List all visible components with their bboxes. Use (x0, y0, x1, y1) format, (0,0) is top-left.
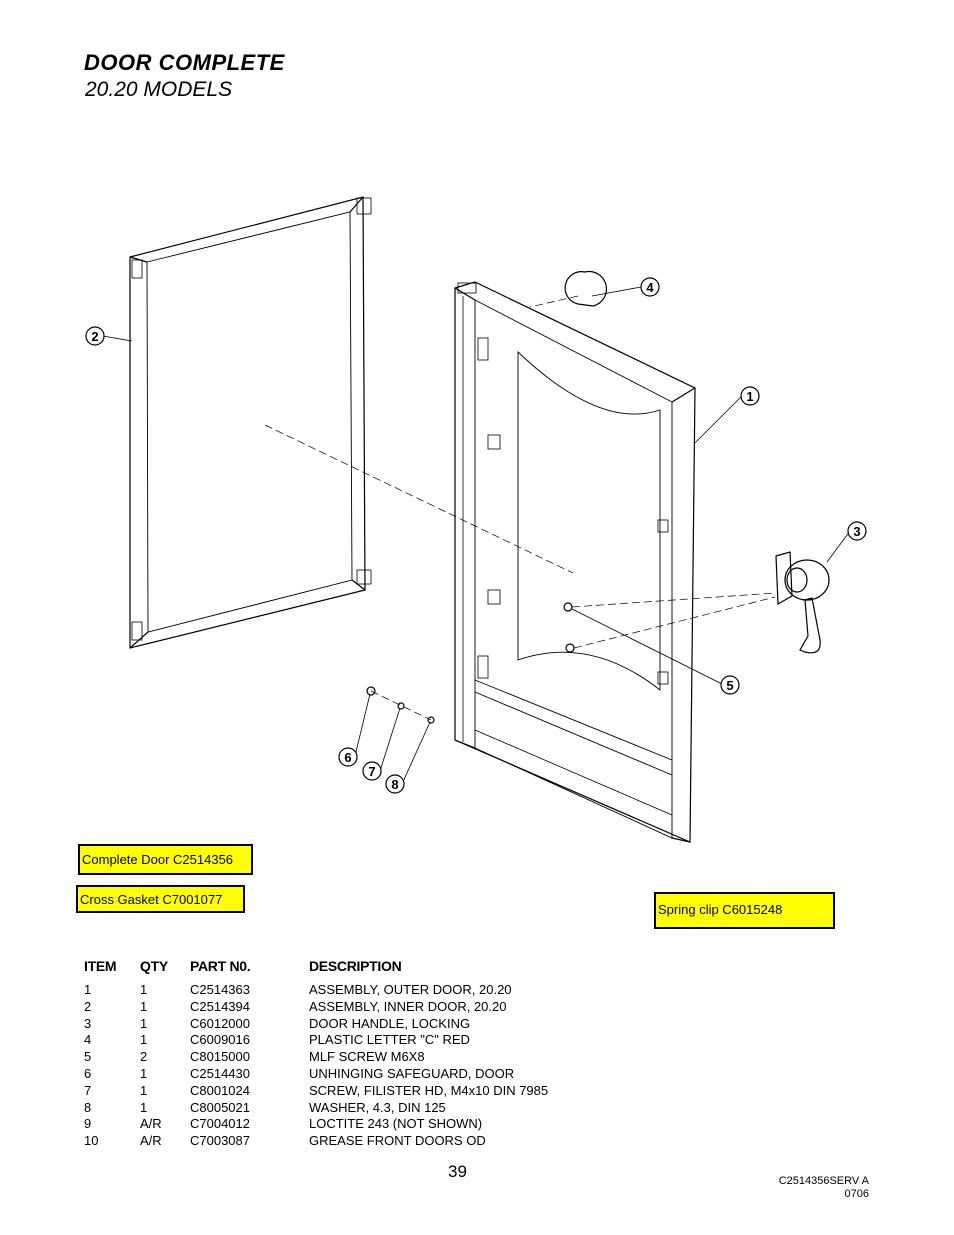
qty-cell: 1 (140, 1015, 148, 1031)
callout-group (86, 278, 866, 793)
description-cell: UNHINGING SAFEGUARD, DOOR (309, 1065, 515, 1081)
svg-text:6: 6 (344, 750, 352, 765)
description-cell: GREASE FRONT DOORS OD (309, 1133, 486, 1149)
assembly-lines (265, 296, 775, 720)
item-cell: 2 (84, 998, 92, 1014)
svg-text:7: 7 (368, 764, 376, 779)
part-no-cell: C7003087 (190, 1133, 250, 1149)
item-cell: 4 (84, 1032, 92, 1048)
description-cell: ASSEMBLY, OUTER DOOR, 20.20 (309, 982, 512, 997)
item-cell: 8 (84, 1099, 92, 1115)
complete-door-note: Complete Door C2514356 (78, 844, 253, 875)
table-row (84, 1032, 569, 1049)
part-no-cell: C6012000 (190, 1015, 250, 1031)
table-row (84, 1083, 569, 1100)
qty-cell: 2 (140, 1049, 148, 1065)
description-cell: DOOR HANDLE, LOCKING (309, 1015, 471, 1031)
qty-cell: 1 (140, 1065, 148, 1081)
qty-cell: 1 (140, 1082, 148, 1098)
qty-cell: 1 (140, 1099, 148, 1115)
cross-gasket-note: Cross Gasket C7001077 (76, 885, 245, 913)
parts-table (84, 958, 569, 1150)
callout-4 (641, 278, 659, 296)
page-number: 39 (448, 1162, 467, 1181)
page-subtitle: 20.20 MODELS (85, 78, 233, 101)
description-cell: ASSEMBLY, INNER DOOR, 20.20 (309, 998, 507, 1014)
description-cell: SCREW, FILISTER HD, M4x10 DIN 7985 (309, 1082, 549, 1098)
screw-lower-drawing (566, 644, 574, 652)
table-row (84, 1049, 569, 1066)
table-row (84, 982, 569, 999)
qty-cell: 1 (140, 1032, 148, 1048)
screw-upper-drawing (564, 603, 572, 611)
item-cell: 3 (84, 1015, 92, 1031)
part-no-cell: C2514394 (190, 998, 250, 1014)
svg-text:3: 3 (853, 524, 861, 539)
part-no-cell: C6009016 (190, 1032, 250, 1048)
table-row (84, 999, 569, 1016)
spring-clip-note: Spring clip C6015248 (654, 892, 835, 929)
description-cell: LOCTITE 243 (NOT SHOWN) (309, 1116, 483, 1132)
svg-text:4: 4 (646, 280, 654, 295)
part-no-cell: C2514363 (190, 982, 250, 997)
callout-5 (721, 676, 739, 694)
leader-lines (103, 287, 850, 784)
description-cell: WASHER, 4.3, DIN 125 (309, 1099, 446, 1115)
table-row (84, 1100, 569, 1117)
part-no-cell: C2514430 (190, 1065, 250, 1081)
item-cell: 9 (84, 1116, 92, 1132)
callout-6 (339, 748, 357, 766)
part-no-cell: C8005021 (190, 1099, 250, 1115)
parts-table-header (84, 958, 569, 982)
header-item: ITEM (84, 958, 117, 974)
inner-door-drawing (130, 197, 371, 648)
qty-cell: A/R (140, 1116, 162, 1132)
part-no-cell: C8015000 (190, 1049, 250, 1065)
letter-c-drawing (565, 272, 606, 306)
item-cell: 1 (84, 982, 92, 997)
callout-8 (386, 775, 404, 793)
item-cell: 5 (84, 1049, 92, 1065)
document-code (779, 1175, 869, 1201)
qty-cell: A/R (140, 1133, 162, 1149)
part-no-cell: C7004012 (190, 1116, 250, 1132)
item-cell: 6 (84, 1065, 92, 1081)
table-row (84, 1066, 569, 1083)
qty-cell: 1 (140, 998, 148, 1014)
page-title: DOOR COMPLETE (84, 50, 285, 75)
table-row (84, 1133, 569, 1150)
header-part-no: PART N0. (190, 958, 251, 974)
callout-1 (741, 387, 759, 405)
description-cell: PLASTIC LETTER "C" RED (309, 1032, 470, 1048)
document-code-line-2: 0706 (844, 1188, 869, 1200)
qty-cell: 1 (140, 982, 148, 997)
table-row (84, 1116, 569, 1133)
outer-door-drawing (455, 282, 695, 842)
svg-text:2: 2 (91, 329, 99, 344)
part-no-cell: C8001024 (190, 1082, 250, 1098)
callout-2 (86, 327, 104, 345)
item-cell: 10 (84, 1133, 99, 1149)
svg-text:8: 8 (391, 777, 399, 792)
svg-text:5: 5 (726, 678, 734, 693)
callout-3 (848, 522, 866, 540)
svg-text:1: 1 (746, 389, 754, 404)
door-handle-drawing (776, 552, 829, 653)
description-cell: MLF SCREW M6X8 (309, 1049, 425, 1065)
callout-7 (363, 762, 381, 780)
header-qty: QTY (140, 958, 168, 974)
filister-screw-drawing (398, 703, 404, 709)
item-cell: 7 (84, 1082, 92, 1098)
document-code-line-1: C2514356SERV A (778, 1175, 869, 1187)
header-description: DESCRIPTION (309, 958, 402, 974)
table-row (84, 1016, 569, 1033)
